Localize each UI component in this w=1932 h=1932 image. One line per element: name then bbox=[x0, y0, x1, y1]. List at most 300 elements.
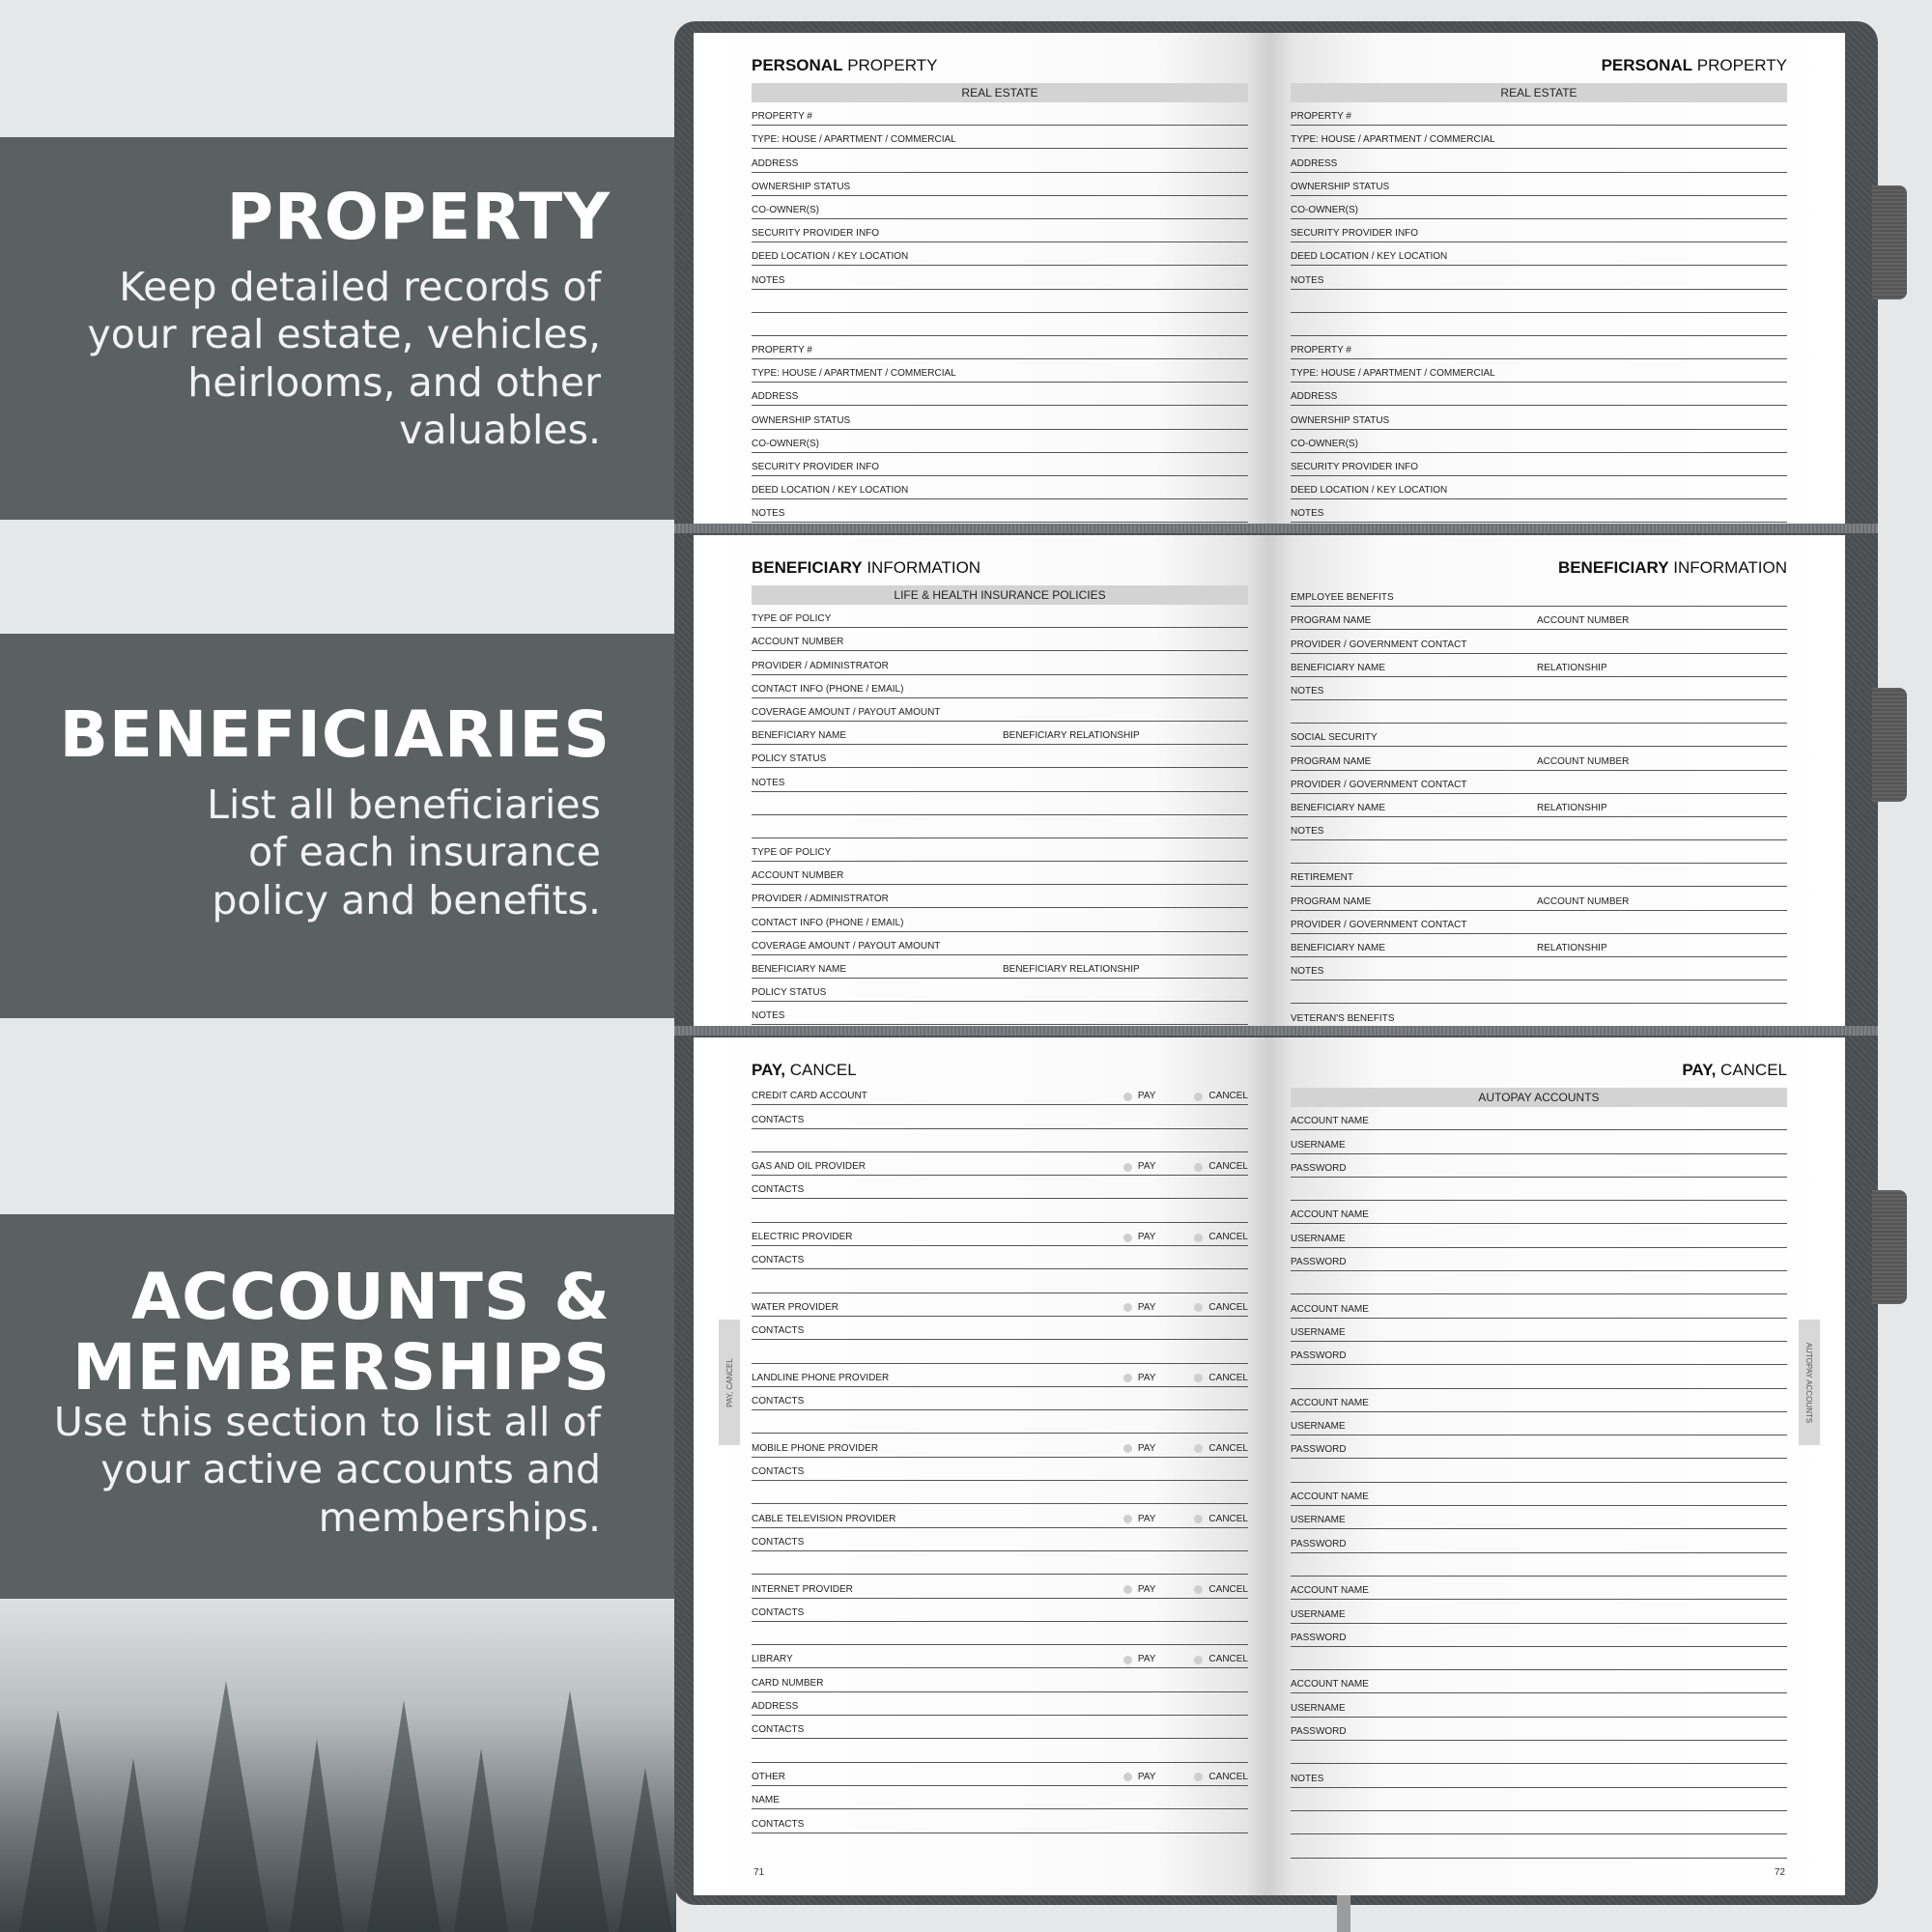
form-field-row[interactable] bbox=[752, 768, 1248, 791]
form-field-row[interactable] bbox=[1291, 149, 1787, 172]
form-field-row[interactable] bbox=[752, 1481, 1248, 1504]
form-field-row[interactable] bbox=[1291, 359, 1787, 383]
form-field-row[interactable] bbox=[1291, 173, 1787, 196]
elastic-band bbox=[1872, 185, 1907, 299]
field-label: ADDRESS bbox=[752, 391, 799, 403]
form-field-row[interactable] bbox=[752, 1668, 1248, 1691]
form-field-row[interactable] bbox=[752, 792, 1248, 815]
field-label: ACCOUNT NAME bbox=[1291, 1209, 1369, 1221]
field-label: PROPERTY # bbox=[752, 111, 812, 123]
form-field-row[interactable] bbox=[752, 1199, 1248, 1222]
form-field-row[interactable] bbox=[1291, 1718, 1787, 1741]
form-field-row[interactable] bbox=[752, 1387, 1248, 1410]
field-label: PROGRAM NAME bbox=[1291, 895, 1372, 907]
field-label: CONTACTS bbox=[752, 1818, 805, 1830]
cancel-label: CANCEL bbox=[1208, 1513, 1248, 1524]
field-label: USERNAME bbox=[1291, 1233, 1346, 1244]
field-label: OWNERSHIP STATUS bbox=[752, 181, 851, 192]
form-field-row[interactable] bbox=[1291, 607, 1787, 630]
field-label: PASSWORD bbox=[1291, 1538, 1347, 1549]
form-field-row[interactable] bbox=[752, 838, 1248, 862]
field-label: OWNERSHIP STATUS bbox=[752, 414, 851, 426]
form-field-row[interactable] bbox=[1291, 126, 1787, 149]
cancel-radio[interactable] bbox=[1194, 1163, 1203, 1172]
field-label: BENEFICIARY NAME bbox=[1291, 802, 1385, 813]
feature-title bbox=[0, 1260, 611, 1405]
form-field-row[interactable] bbox=[752, 313, 1248, 336]
field-label: PASSWORD bbox=[1291, 1350, 1347, 1362]
field-label: VETERAN'S BENEFITS bbox=[1291, 1012, 1395, 1024]
field-label: CO-OWNER(S) bbox=[752, 438, 819, 449]
pay-radio[interactable] bbox=[1123, 1163, 1132, 1172]
field-label: PROPERTY # bbox=[1291, 111, 1351, 123]
form-field-row[interactable] bbox=[752, 219, 1248, 242]
ribbon-bookmark bbox=[1337, 1895, 1350, 1932]
form-field-row[interactable] bbox=[752, 605, 1248, 628]
form-field-row[interactable] bbox=[752, 1528, 1248, 1551]
page-title bbox=[1291, 56, 1787, 77]
field-label: CONTACT INFO (PHONE / EMAIL) bbox=[752, 917, 904, 928]
cancel-label: CANCEL bbox=[1208, 1161, 1248, 1173]
form-field-row[interactable] bbox=[1291, 453, 1787, 476]
field-label: USERNAME bbox=[1291, 1702, 1346, 1714]
cancel-radio[interactable] bbox=[1194, 1515, 1203, 1523]
form-field-row[interactable] bbox=[1291, 1248, 1787, 1271]
form-field-row[interactable] bbox=[1291, 1811, 1787, 1834]
field-label: PASSWORD bbox=[1291, 1726, 1347, 1738]
field-label: CONTACT INFO (PHONE / EMAIL) bbox=[752, 683, 904, 695]
form-field-row[interactable] bbox=[1291, 1529, 1787, 1552]
pay-radio[interactable] bbox=[1123, 1444, 1132, 1453]
field-label-secondary: RELATIONSHIP bbox=[1537, 802, 1607, 813]
pay-label: PAY bbox=[1137, 1091, 1156, 1102]
form-field-row[interactable] bbox=[1291, 934, 1787, 957]
form-field-row[interactable] bbox=[1291, 499, 1787, 523]
form-field-row[interactable] bbox=[752, 745, 1248, 768]
form-field-row[interactable] bbox=[752, 1622, 1248, 1645]
tree-shape bbox=[184, 1681, 269, 1932]
title-rest: CANCEL bbox=[1716, 1061, 1787, 1079]
form-field-row[interactable] bbox=[752, 1246, 1248, 1269]
field-label: ACCOUNT NAME bbox=[1291, 1679, 1369, 1690]
spread-pay-cancel bbox=[694, 1037, 1845, 1895]
form-field-row[interactable] bbox=[752, 1269, 1248, 1293]
field-label: BENEFICIARY NAME bbox=[1291, 943, 1385, 953]
cancel-label: CANCEL bbox=[1208, 1583, 1248, 1595]
form-field-row[interactable] bbox=[1291, 1741, 1787, 1764]
field-label: ADDRESS bbox=[752, 1701, 799, 1713]
form-field-row[interactable] bbox=[1291, 1319, 1787, 1342]
form-field-row[interactable] bbox=[752, 1152, 1248, 1176]
field-label: USERNAME bbox=[1291, 1608, 1346, 1620]
field-label: CO-OWNER(S) bbox=[1291, 204, 1358, 215]
form-field-row[interactable] bbox=[1291, 747, 1787, 770]
form-field-row[interactable] bbox=[1291, 1294, 1787, 1318]
pay-label: PAY bbox=[1137, 1442, 1156, 1454]
pay-radio[interactable] bbox=[1123, 1234, 1132, 1242]
form-field-row[interactable] bbox=[752, 1105, 1248, 1128]
form-field-row[interactable] bbox=[1291, 887, 1787, 910]
form-field-row[interactable] bbox=[752, 1002, 1248, 1025]
form-field-row[interactable] bbox=[752, 126, 1248, 149]
field-label: SECURITY PROVIDER INFO bbox=[1291, 462, 1419, 472]
form-field-row[interactable] bbox=[752, 815, 1248, 838]
form-field-row[interactable] bbox=[1291, 817, 1787, 840]
field-label: MOBILE PHONE PROVIDER bbox=[752, 1442, 879, 1454]
field-label: ACCOUNT NAME bbox=[1291, 1397, 1369, 1408]
field-label: NOTES bbox=[1291, 685, 1324, 696]
pay-radio[interactable] bbox=[1123, 1303, 1132, 1312]
form-field-row[interactable] bbox=[1291, 1389, 1787, 1412]
pay-radio[interactable] bbox=[1123, 1093, 1132, 1101]
pay-radio[interactable] bbox=[1123, 1585, 1132, 1594]
field-label: POLICY STATUS bbox=[752, 753, 827, 765]
form-field-row[interactable] bbox=[1291, 1459, 1787, 1482]
field-label: ELECTRIC PROVIDER bbox=[752, 1232, 853, 1243]
pay-radio[interactable] bbox=[1123, 1773, 1132, 1781]
form-field-row[interactable] bbox=[1291, 583, 1787, 607]
field-label-secondary: ACCOUNT NUMBER bbox=[1537, 615, 1630, 627]
field-label: GAS AND OIL PROVIDER bbox=[752, 1161, 866, 1173]
page-left bbox=[694, 535, 1269, 1026]
form-field-row[interactable] bbox=[752, 173, 1248, 196]
form-field-row[interactable] bbox=[752, 1809, 1248, 1833]
field-label-secondary: RELATIONSHIP bbox=[1537, 662, 1607, 673]
pay-cancel-options bbox=[1123, 1444, 1248, 1454]
form-field-row[interactable] bbox=[752, 1340, 1248, 1363]
form-field-row[interactable] bbox=[752, 1293, 1248, 1317]
form-field-row[interactable] bbox=[1291, 1624, 1787, 1647]
page-title bbox=[1291, 1061, 1787, 1082]
cancel-radio[interactable] bbox=[1194, 1585, 1203, 1594]
field-label: PASSWORD bbox=[1291, 1444, 1347, 1456]
form-field-row[interactable] bbox=[752, 1599, 1248, 1622]
title-rest: CANCEL bbox=[784, 1061, 857, 1079]
form-field-row[interactable] bbox=[1291, 771, 1787, 794]
form-field-row[interactable] bbox=[752, 979, 1248, 1002]
page-number: 72 bbox=[1774, 1867, 1785, 1878]
section-header: LIFE & HEALTH INSURANCE POLICIES bbox=[752, 585, 1248, 605]
field-label: CO-OWNER(S) bbox=[752, 204, 819, 215]
title-rest: INFORMATION bbox=[1668, 558, 1787, 577]
side-tab[interactable] bbox=[719, 1320, 740, 1445]
field-label: PROGRAM NAME bbox=[1291, 755, 1372, 767]
cancel-label: CANCEL bbox=[1208, 1654, 1248, 1665]
field-label: PROVIDER / GOVERNMENT CONTACT bbox=[1291, 779, 1467, 790]
pay-label: PAY bbox=[1137, 1513, 1156, 1524]
form-field-row[interactable] bbox=[752, 290, 1248, 313]
side-tab[interactable] bbox=[1799, 1320, 1820, 1445]
form-field-row[interactable] bbox=[1291, 290, 1787, 313]
form-fields bbox=[1291, 102, 1787, 523]
form-field-row[interactable] bbox=[1291, 794, 1787, 817]
field-label: BENEFICIARY NAME bbox=[752, 730, 846, 742]
form-field-row[interactable] bbox=[752, 1317, 1248, 1340]
form-field-row[interactable] bbox=[1291, 196, 1787, 219]
cancel-label: CANCEL bbox=[1208, 1442, 1248, 1454]
form-field-row[interactable] bbox=[752, 1763, 1248, 1786]
description-line: memberships. bbox=[318, 1493, 601, 1541]
form-field-row[interactable] bbox=[1291, 864, 1787, 887]
form-field-row[interactable] bbox=[752, 1129, 1248, 1152]
form-field-row[interactable] bbox=[1291, 1506, 1787, 1529]
tree-shape bbox=[367, 1700, 440, 1932]
form-field-row[interactable] bbox=[752, 242, 1248, 266]
form-field-row[interactable] bbox=[1291, 677, 1787, 700]
description-line: Use this section to list all of bbox=[53, 1399, 601, 1446]
form-field-row[interactable] bbox=[752, 1551, 1248, 1575]
form-field-row[interactable] bbox=[752, 102, 1248, 126]
field-label: CABLE TELEVISION PROVIDER bbox=[752, 1513, 896, 1524]
form-field-row[interactable] bbox=[752, 406, 1248, 429]
description-line: heirlooms, and other bbox=[187, 358, 601, 406]
field-label: OWNERSHIP STATUS bbox=[1291, 181, 1390, 192]
feature-accounts bbox=[0, 1214, 676, 1599]
form-field-row[interactable] bbox=[752, 1082, 1248, 1105]
title-bold: BENEFICIARY bbox=[1557, 558, 1669, 577]
form-fields bbox=[1291, 1107, 1787, 1859]
form-field-row[interactable] bbox=[752, 1716, 1248, 1739]
page-left bbox=[694, 33, 1269, 524]
field-label: RETIREMENT bbox=[1291, 872, 1353, 884]
page-left bbox=[694, 1037, 1269, 1895]
field-label: NOTES bbox=[1291, 966, 1324, 978]
feature-description bbox=[0, 264, 611, 454]
field-label: CONTACTS bbox=[752, 1466, 805, 1478]
form-fields bbox=[1291, 583, 1787, 1026]
tree-shape bbox=[618, 1768, 672, 1932]
spread-divider bbox=[674, 1026, 1878, 1036]
form-field-row[interactable] bbox=[1291, 724, 1787, 747]
form-field-row[interactable] bbox=[1291, 430, 1787, 453]
form-field-row[interactable] bbox=[1291, 911, 1787, 934]
feature-description bbox=[0, 781, 611, 924]
form-field-row[interactable] bbox=[1291, 242, 1787, 266]
form-field-row[interactable] bbox=[1291, 313, 1787, 336]
form-field-row[interactable] bbox=[1291, 630, 1787, 653]
field-label: PROPERTY # bbox=[752, 345, 812, 356]
form-field-row[interactable] bbox=[752, 722, 1248, 745]
form-field-row[interactable] bbox=[1291, 840, 1787, 864]
spread-beneficiary-information bbox=[694, 535, 1845, 1026]
form-field-row[interactable] bbox=[1291, 219, 1787, 242]
field-label: DEED LOCATION / KEY LOCATION bbox=[1291, 485, 1448, 497]
form-field-row[interactable] bbox=[1291, 700, 1787, 724]
field-label: PROVIDER / GOVERNMENT CONTACT bbox=[1291, 639, 1467, 650]
form-field-row[interactable] bbox=[752, 698, 1248, 722]
form-field-row[interactable] bbox=[752, 430, 1248, 453]
pay-label: PAY bbox=[1137, 1232, 1156, 1243]
description-line: valuables. bbox=[399, 406, 601, 453]
title-line: MEMBERSHIPS bbox=[72, 1329, 611, 1405]
field-label: TYPE: HOUSE / APARTMENT / COMMERCIAL bbox=[752, 368, 956, 380]
form-field-row[interactable] bbox=[1291, 957, 1787, 980]
pay-label: PAY bbox=[1137, 1771, 1156, 1782]
form-field-row[interactable] bbox=[1291, 1647, 1787, 1670]
form-field-row[interactable] bbox=[752, 499, 1248, 523]
field-label: ACCOUNT NAME bbox=[1291, 1116, 1369, 1127]
form-field-row[interactable] bbox=[1291, 406, 1787, 429]
form-field-row[interactable] bbox=[1291, 476, 1787, 499]
field-label: SOCIAL SECURITY bbox=[1291, 732, 1378, 744]
form-field-row[interactable] bbox=[752, 1504, 1248, 1527]
field-label: NOTES bbox=[752, 777, 785, 788]
title-rest: PROPERTY bbox=[1692, 56, 1787, 74]
cancel-radio[interactable] bbox=[1194, 1656, 1203, 1664]
form-field-row[interactable] bbox=[1291, 1342, 1787, 1365]
form-field-row[interactable] bbox=[752, 932, 1248, 955]
pay-radio[interactable] bbox=[1123, 1656, 1132, 1664]
form-field-row[interactable] bbox=[752, 196, 1248, 219]
form-field-row[interactable] bbox=[1291, 266, 1787, 289]
form-field-row[interactable] bbox=[1291, 1224, 1787, 1247]
form-field-row[interactable] bbox=[752, 336, 1248, 359]
field-label: ACCOUNT NUMBER bbox=[752, 870, 844, 882]
form-field-row[interactable] bbox=[752, 885, 1248, 908]
form-field-row[interactable] bbox=[752, 359, 1248, 383]
cancel-radio[interactable] bbox=[1194, 1773, 1203, 1781]
tree-shape bbox=[19, 1710, 97, 1932]
side-tab-label: PAY, CANCEL bbox=[724, 1357, 734, 1407]
pay-label: PAY bbox=[1137, 1583, 1156, 1595]
field-label: DEED LOCATION / KEY LOCATION bbox=[752, 251, 909, 263]
field-label: SECURITY PROVIDER INFO bbox=[752, 462, 880, 472]
field-label: ACCOUNT NUMBER bbox=[752, 637, 844, 648]
field-label-secondary: BENEFICIARY RELATIONSHIP bbox=[1003, 730, 1140, 742]
cancel-radio[interactable] bbox=[1194, 1374, 1203, 1382]
form-field-row[interactable] bbox=[752, 1739, 1248, 1762]
field-label-secondary: ACCOUNT NUMBER bbox=[1537, 895, 1630, 907]
form-field-row[interactable] bbox=[752, 651, 1248, 674]
form-field-row[interactable] bbox=[1291, 1271, 1787, 1294]
form-field-row[interactable] bbox=[1291, 1435, 1787, 1459]
form-field-row[interactable] bbox=[1291, 1553, 1787, 1577]
field-label: CONTACTS bbox=[752, 1724, 805, 1736]
form-field-row[interactable] bbox=[1291, 1788, 1787, 1811]
form-field-row[interactable] bbox=[752, 476, 1248, 499]
form-field-row[interactable] bbox=[1291, 336, 1787, 359]
form-field-row[interactable] bbox=[752, 1692, 1248, 1716]
form-field-row[interactable] bbox=[1291, 1154, 1787, 1178]
field-label: NOTES bbox=[752, 274, 785, 286]
form-field-row[interactable] bbox=[1291, 1201, 1787, 1224]
field-label: ADDRESS bbox=[1291, 391, 1338, 403]
form-fields bbox=[752, 102, 1248, 523]
form-field-row[interactable] bbox=[752, 1786, 1248, 1809]
form-field-row[interactable] bbox=[752, 149, 1248, 172]
form-field-row[interactable] bbox=[752, 908, 1248, 931]
form-field-row[interactable] bbox=[752, 1434, 1248, 1457]
cancel-radio[interactable] bbox=[1194, 1093, 1203, 1101]
form-fields bbox=[752, 605, 1248, 1025]
form-field-row[interactable] bbox=[1291, 1107, 1787, 1130]
form-field-row[interactable] bbox=[752, 1176, 1248, 1199]
form-field-row[interactable] bbox=[1291, 1577, 1787, 1600]
form-field-row[interactable] bbox=[1291, 1764, 1787, 1787]
pay-cancel-options bbox=[1123, 1233, 1248, 1242]
cancel-radio[interactable] bbox=[1194, 1234, 1203, 1242]
cancel-label: CANCEL bbox=[1208, 1232, 1248, 1243]
form-field-row[interactable] bbox=[752, 862, 1248, 885]
field-label-secondary: BENEFICIARY RELATIONSHIP bbox=[1003, 964, 1140, 975]
form-field-row[interactable] bbox=[1291, 102, 1787, 126]
form-field-row[interactable] bbox=[752, 675, 1248, 698]
field-label: NOTES bbox=[1291, 1773, 1324, 1784]
description-line: policy and benefits. bbox=[212, 876, 601, 923]
pay-cancel-options bbox=[1123, 1773, 1248, 1782]
form-field-row[interactable] bbox=[1291, 1600, 1787, 1623]
form-field-row[interactable] bbox=[1291, 1412, 1787, 1435]
form-field-row[interactable] bbox=[752, 266, 1248, 289]
field-label: LANDLINE PHONE PROVIDER bbox=[752, 1372, 890, 1383]
form-field-row[interactable] bbox=[752, 1410, 1248, 1434]
field-label: USERNAME bbox=[1291, 1421, 1346, 1433]
form-field-row[interactable] bbox=[1291, 654, 1787, 677]
form-field-row[interactable] bbox=[752, 383, 1248, 406]
cancel-label: CANCEL bbox=[1208, 1372, 1248, 1383]
cancel-radio[interactable] bbox=[1194, 1303, 1203, 1312]
field-label: CARD NUMBER bbox=[752, 1677, 824, 1689]
form-field-row[interactable] bbox=[1291, 1365, 1787, 1388]
field-label: CO-OWNER(S) bbox=[1291, 438, 1358, 449]
field-label: CONTACTS bbox=[752, 1184, 805, 1196]
field-label: USERNAME bbox=[1291, 1326, 1346, 1338]
title-bold: PERSONAL bbox=[752, 56, 843, 74]
field-label: TYPE: HOUSE / APARTMENT / COMMERCIAL bbox=[752, 134, 956, 146]
field-label: USERNAME bbox=[1291, 1139, 1346, 1151]
form-field-row[interactable] bbox=[1291, 383, 1787, 406]
field-label: ACCOUNT NAME bbox=[1291, 1585, 1369, 1597]
pay-radio[interactable] bbox=[1123, 1374, 1132, 1382]
form-field-row[interactable] bbox=[1291, 1004, 1787, 1026]
pay-cancel-options bbox=[1123, 1303, 1248, 1313]
form-field-row[interactable] bbox=[752, 1364, 1248, 1387]
feature-description bbox=[0, 1399, 611, 1542]
form-field-row[interactable] bbox=[752, 628, 1248, 651]
field-label: POLICY STATUS bbox=[752, 987, 827, 999]
form-field-row[interactable] bbox=[1291, 1130, 1787, 1153]
pay-radio[interactable] bbox=[1123, 1515, 1132, 1523]
field-label: PROGRAM NAME bbox=[1291, 615, 1372, 627]
form-field-row[interactable] bbox=[1291, 980, 1787, 1004]
field-label: TYPE OF POLICY bbox=[752, 613, 832, 625]
form-field-row[interactable] bbox=[752, 955, 1248, 979]
form-field-row[interactable] bbox=[1291, 1670, 1787, 1693]
form-field-row[interactable] bbox=[1291, 1483, 1787, 1506]
title-bold: PERSONAL bbox=[1601, 56, 1693, 74]
form-field-row[interactable] bbox=[752, 1645, 1248, 1668]
cancel-radio[interactable] bbox=[1194, 1444, 1203, 1453]
form-field-row[interactable] bbox=[1291, 1178, 1787, 1201]
form-field-row[interactable] bbox=[1291, 1834, 1787, 1858]
field-label: SECURITY PROVIDER INFO bbox=[1291, 228, 1419, 240]
form-field-row[interactable] bbox=[752, 1458, 1248, 1481]
field-label: CONTACTS bbox=[752, 1606, 805, 1618]
feature-beneficiaries bbox=[0, 634, 676, 1018]
form-field-row[interactable] bbox=[752, 1575, 1248, 1598]
field-label: TYPE: HOUSE / APARTMENT / COMMERCIAL bbox=[1291, 134, 1495, 146]
field-label: BENEFICIARY NAME bbox=[1291, 662, 1385, 673]
form-field-row[interactable] bbox=[1291, 1693, 1787, 1717]
cancel-label: CANCEL bbox=[1208, 1771, 1248, 1782]
form-field-row[interactable] bbox=[752, 1223, 1248, 1246]
field-label: CONTACTS bbox=[752, 1255, 805, 1266]
field-label: ACCOUNT NAME bbox=[1291, 1492, 1369, 1503]
title-line: ACCOUNTS & bbox=[131, 1260, 611, 1334]
form-field-row[interactable] bbox=[752, 453, 1248, 476]
pay-label: PAY bbox=[1137, 1654, 1156, 1665]
field-label: DEED LOCATION / KEY LOCATION bbox=[1291, 251, 1448, 263]
